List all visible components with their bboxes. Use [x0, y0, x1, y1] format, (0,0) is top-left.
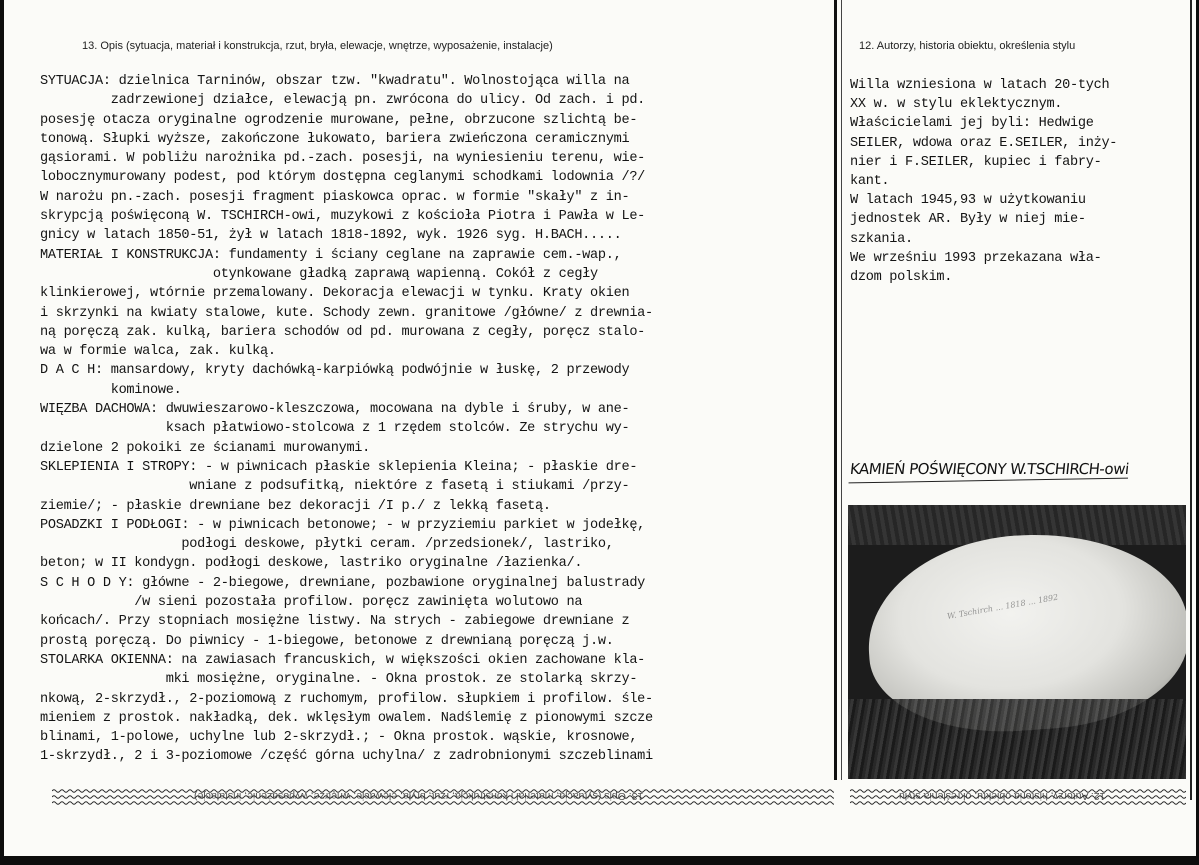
description-line: mieniem z prostok. nakładką, dek. wklęsłym owalem. Nadślemię z pionowymi szcze	[40, 710, 653, 726]
description-line: WIĘZBA DACHOWA: dwuwieszarowo-kleszczowa, mocowana na dyble i śruby, w ane-	[40, 402, 630, 418]
description-line: POSADZKI I PODŁOGI: - w piwnicach betonowe; - w przyziemiu parkiet w jodełkę,	[40, 517, 646, 533]
description-line: 1-skrzydł., 2 i 3-poziomowe /część górna uchylna/ z zadrobnionymi szczeblinami	[40, 749, 653, 765]
photo-caption: KAMIEŃ POŚWIĘCONY W.TSCHIRCH-owi	[849, 460, 1130, 478]
history-line: kant.	[850, 174, 890, 190]
history-line: W latach 1945,93 w użytkowaniu	[850, 193, 1086, 209]
history-line: Willa wzniesiona w latach 20-tych	[850, 78, 1110, 93]
description-line: prostą poręczą. Do piwnicy - 1-biegowe, betonowe z drewnianą poręczą j.w.	[40, 633, 614, 649]
description-line: STOLARKA OKIENNA: na zawiasach francuskich, w większości okien zachowane kla-	[40, 652, 646, 668]
description-line: kominowe.	[40, 382, 182, 398]
history-line: nier i F.SEILER, kupiec i fabry-	[850, 154, 1102, 170]
description-line: ksach płatwiowo-stolcowa z 1 rzędem stolców. Ze strychu wy-	[40, 421, 630, 437]
description-header: 13. Opis (sytuacja, materiał i konstrukcja, rzut, bryła, elewacje, wnętrze, wyposażenie, instalacje)	[82, 40, 553, 52]
stone-photo	[848, 505, 1186, 779]
mirrored-footer-left: 13. Opis (sytuacja, materiał i konstrukcja, rzut, bryła, elewacje, wnętrze, wyposażenie, instalacje)	[194, 790, 644, 802]
history-line: szkania.	[850, 231, 913, 247]
history-line: We wrześniu 1993 przekazana wła-	[850, 250, 1102, 266]
column-divider-thin	[841, 0, 842, 780]
document-sheet	[4, 0, 1196, 856]
description-line: MATERIAŁ I KONSTRUKCJA: fundamenty i ściany ceglane na zaprawie cem.-wap.,	[40, 247, 622, 263]
description-line: tonową. Słupki wyższe, zakończone łukowato, bariera zwieńczona ceramicznymi	[40, 131, 630, 147]
description-line: beton; w II kondygn. podłogi deskowe, lastriko oryginalne /łazienka/.	[40, 556, 583, 572]
description-line: klinkierowej, wtórnie przemalowany. Dekoracja elewacji w tynku. Kraty okien	[40, 286, 630, 302]
description-line: nkową, 2-skrzydł., 2-poziomową z ruchomym, profilow. słupkiem i profilow. śle-	[40, 691, 653, 707]
description-text	[40, 72, 836, 767]
mirrored-footer-right: 12. Autorzy, historia obiektu, określenia stylu	[899, 790, 1106, 802]
description-line: i skrzynki na kwiaty stalowe, kute. Schody zewn. granitowe /główne/ z drewnia-	[40, 305, 653, 321]
description-line: ną poręczą zak. kulką, bariera schodów od pd. murowana z cegły, poręcz stalo-	[40, 324, 646, 340]
right-border	[1190, 0, 1192, 800]
description-line: podłogi deskowe, płytki ceram. /przedsionek/, lastriko,	[40, 537, 614, 553]
description-line: dzielone 2 pokoiki ze ścianami murowanymi.	[40, 440, 371, 456]
description-line: ziemie/; - płaskie drewniane bez dekoracji /I p./ z lekką fasetą.	[40, 498, 551, 514]
description-line: posesję otacza oryginalne ogrodzenie murowane, pełne, obrzucone szlichtą be-	[40, 112, 638, 128]
description-line: S C H O D Y: główne - 2-biegowe, drewniane, pozbawione oryginalnej balustrady	[40, 575, 646, 591]
description-line: lobocznymurowany podest, pod którym dostępna ceglanymi schodkami lodownia /?/	[40, 170, 646, 186]
description-line: otynkowane gładką zaprawą wapienną. Cokół z cegły	[40, 266, 598, 282]
description-line: SKLEPIENIA I STROPY: - w piwnicach płaskie sklepienia Kleina; - płaskie dre-	[40, 459, 638, 475]
history-line: Właścicielami jej byli: Hedwige	[850, 116, 1094, 132]
description-line: wa w formie walca, zak. kulką.	[40, 344, 276, 360]
description-line: mki mosiężne, oryginalne. - Okna prostok. ze stolarką skrzy-	[40, 672, 638, 688]
description-line: SYTUACJA: dzielnica Tarninów, obszar tzw. "kwadratu". Wolnostojąca willa na	[40, 74, 630, 89]
description-line: gąsiorami. W pobliżu narożnika pd.-zach. posesji, na wyniesieniu terenu, wie-	[40, 151, 646, 167]
description-line: skrypcją poświęconą W. TSCHIRCH-owi, muzykowi z kościoła Piotra i Pawła w Le-	[40, 209, 646, 225]
description-line: /w sieni pozostała profilow. poręcz zawinięta wolutowo na	[40, 595, 583, 611]
stone-inscription: W. Tschirch ... 1818 ... 1892	[946, 592, 1059, 621]
history-header: 12. Autorzy, historia obiektu, określenia stylu	[859, 40, 1076, 52]
history-line: dzom polskim.	[850, 270, 953, 286]
history-line: jednostek AR. Były w niej mie-	[850, 212, 1086, 228]
photo-grass	[848, 699, 1186, 779]
description-line: zadrzewionej działce, elewacją pn. zwrócona do ulicy. Od zach. i pd.	[40, 93, 646, 109]
history-text	[850, 76, 1190, 287]
description-line: końcach/. Przy stopniach mosiężne listwy. Na strych - zabiegowe drewniane z	[40, 614, 630, 630]
description-line: blinami, 1-polowe, uchylne lub 2-skrzydł.; - Okna prostok. wąskie, krosnowe,	[40, 730, 638, 746]
history-line: XX w. w stylu eklektycznym.	[850, 97, 1063, 113]
history-line: SEILER, wdowa oraz E.SEILER, inży-	[850, 135, 1118, 151]
description-line: wniane z podsufitką, niektóre z fasetą i stiukami /przy-	[40, 479, 630, 495]
description-line: W narożu pn.-zach. posesji fragment piaskowca oprac. w formie "skały" z in-	[40, 189, 630, 205]
description-line: gnicy w latach 1850-51, żył w latach 1818-1892, wyk. 1926 syg. H.BACH.....	[40, 228, 622, 244]
description-line: D A C H: mansardowy, kryty dachówką-karpiówką podwójnie w łuskę, 2 przewody	[40, 363, 630, 379]
